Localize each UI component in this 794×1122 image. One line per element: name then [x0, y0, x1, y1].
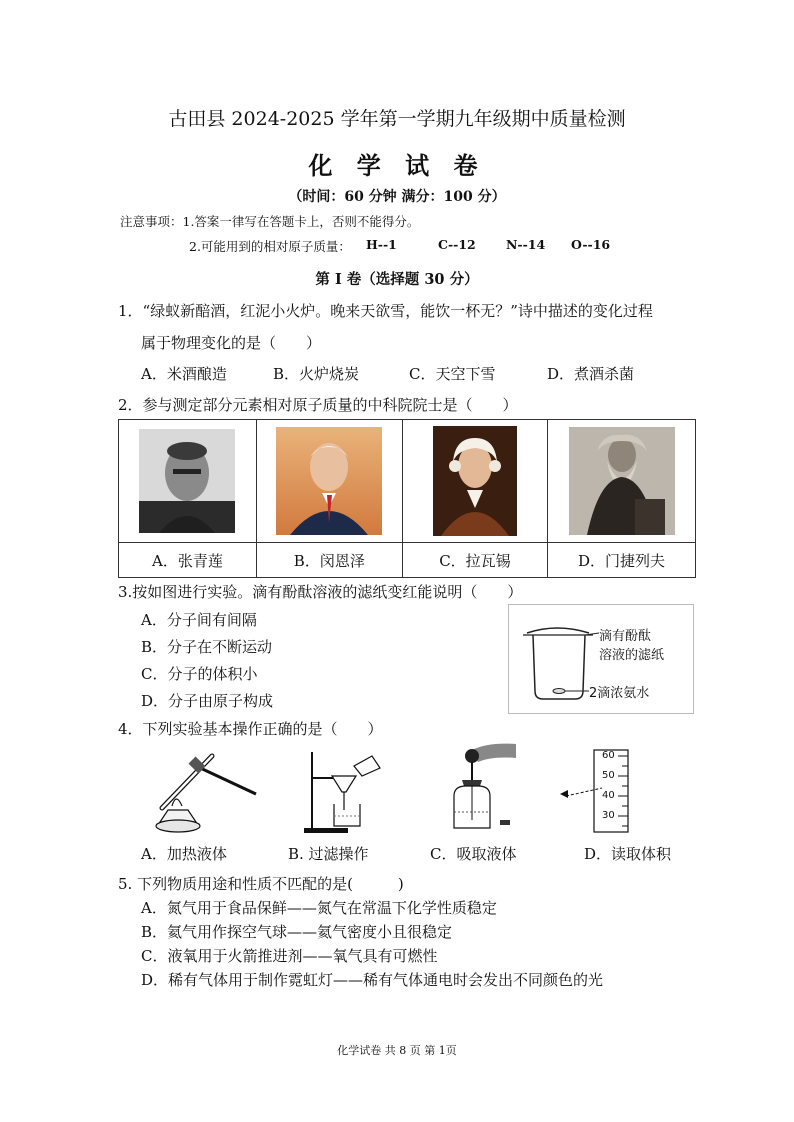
section-title: 第 I 卷（选择题 30 分） [315, 271, 479, 288]
q1-option-a: A．米酒酿造 [141, 365, 227, 383]
caption-b: B．闵恩泽 [256, 543, 402, 578]
exam-title: 古田县 2024-2025 学年第一学期九年级期中质量检测 [168, 108, 626, 130]
q1-stem-line-2: 属于物理变化的是（ ） [141, 334, 322, 352]
portrait-photo-mendeleev [569, 427, 675, 535]
exam-subtitle: 化 学 试 卷 [308, 151, 486, 180]
graduated-cylinder-diagram [556, 748, 636, 838]
atomic-mass-n: N--14 [506, 237, 546, 252]
atomic-mass-o: O--16 [571, 237, 611, 252]
filtration-diagram [302, 746, 392, 836]
q3-figure [508, 604, 694, 714]
q4-option-b: B. 过滤操作 [288, 845, 369, 863]
photo-cell-b [256, 420, 402, 543]
portrait-photo-min [276, 427, 382, 535]
scientist-table [118, 419, 696, 578]
q1-option-d: D．煮酒杀菌 [547, 365, 635, 383]
q3-stem: 3.按如图进行实验。滴有酚酞溶液的滤纸变红能说明（ ） [118, 583, 523, 601]
heating-liquid-diagram [152, 748, 262, 836]
q5-option-c: C．液氧用于火箭推进剂——氧气具有可燃性 [141, 947, 438, 965]
tick-50: 50 [602, 770, 615, 781]
notes-line-2-prefix: 2.可能用到的相对原子质量： [189, 239, 351, 254]
q3-label-ammonia: 2滴浓氨水 [589, 686, 650, 701]
q1-option-c: C．天空下雪 [409, 365, 496, 383]
caption-d: D．门捷列夫 [548, 543, 696, 578]
q1-stem-line-1: 1．“绿蚁新醅酒，红泥小火炉。晚来天欲雪，能饮一杯无？”诗中描述的变化过程 [118, 302, 653, 320]
q3-label-paper-1: 滴有酚酞 [599, 629, 652, 644]
atomic-mass-h: H--1 [366, 237, 397, 252]
q4-option-c: C．吸取液体 [430, 845, 517, 863]
caption-a: A．张青莲 [119, 543, 257, 578]
atomic-mass-c: C--12 [438, 237, 476, 252]
dropper-diagram [448, 740, 520, 836]
q5-option-d: D．稀有气体用于制作霓虹灯——稀有气体通电时会发出不同颜色的光 [141, 971, 604, 989]
q4-option-d: D．读取体积 [584, 845, 672, 863]
tick-40: 40 [602, 790, 615, 801]
portrait-photo-zhang [139, 429, 235, 533]
time-info: （时间：60 分钟 满分：100 分） [288, 189, 506, 205]
photo-cell-a [119, 420, 257, 543]
q3-option-c: C．分子的体积小 [141, 665, 258, 683]
q1-option-b: B．火炉烧炭 [273, 365, 360, 383]
q5-stem: 5. 下列物质用途和性质不匹配的是( ) [118, 875, 404, 893]
q2-stem: 2．参与测定部分元素相对原子质量的中科院院士是（ ） [118, 396, 518, 414]
q3-label-paper-2: 溶液的滤纸 [599, 648, 665, 663]
q4-option-a: A．加热液体 [141, 845, 227, 863]
q5-option-a: A．氮气用于食品保鲜——氮气在常温下化学性质稳定 [141, 899, 497, 917]
q3-option-a: A．分子间有间隔 [141, 611, 257, 629]
photo-cell-d [548, 420, 696, 543]
q5-option-b: B．氦气用作探空气球——氦气密度小且很稳定 [141, 923, 453, 941]
notes-line-1: 注意事项：1.答案一律写在答题卡上，否则不能得分。 [120, 214, 420, 229]
q3-option-d: D．分子由原子构成 [141, 692, 274, 710]
tick-30: 30 [602, 810, 615, 821]
q4-stem: 4．下列实验基本操作正确的是（ ） [118, 720, 383, 738]
photo-cell-c [402, 420, 547, 543]
q3-option-b: B．分子在不断运动 [141, 638, 273, 656]
tick-60: 60 [602, 750, 615, 761]
portrait-painting-lavoisier [433, 426, 517, 536]
page-footer: 化学试卷 共 8 页 第 1页 [337, 1044, 457, 1057]
caption-c: C．拉瓦锡 [402, 543, 547, 578]
